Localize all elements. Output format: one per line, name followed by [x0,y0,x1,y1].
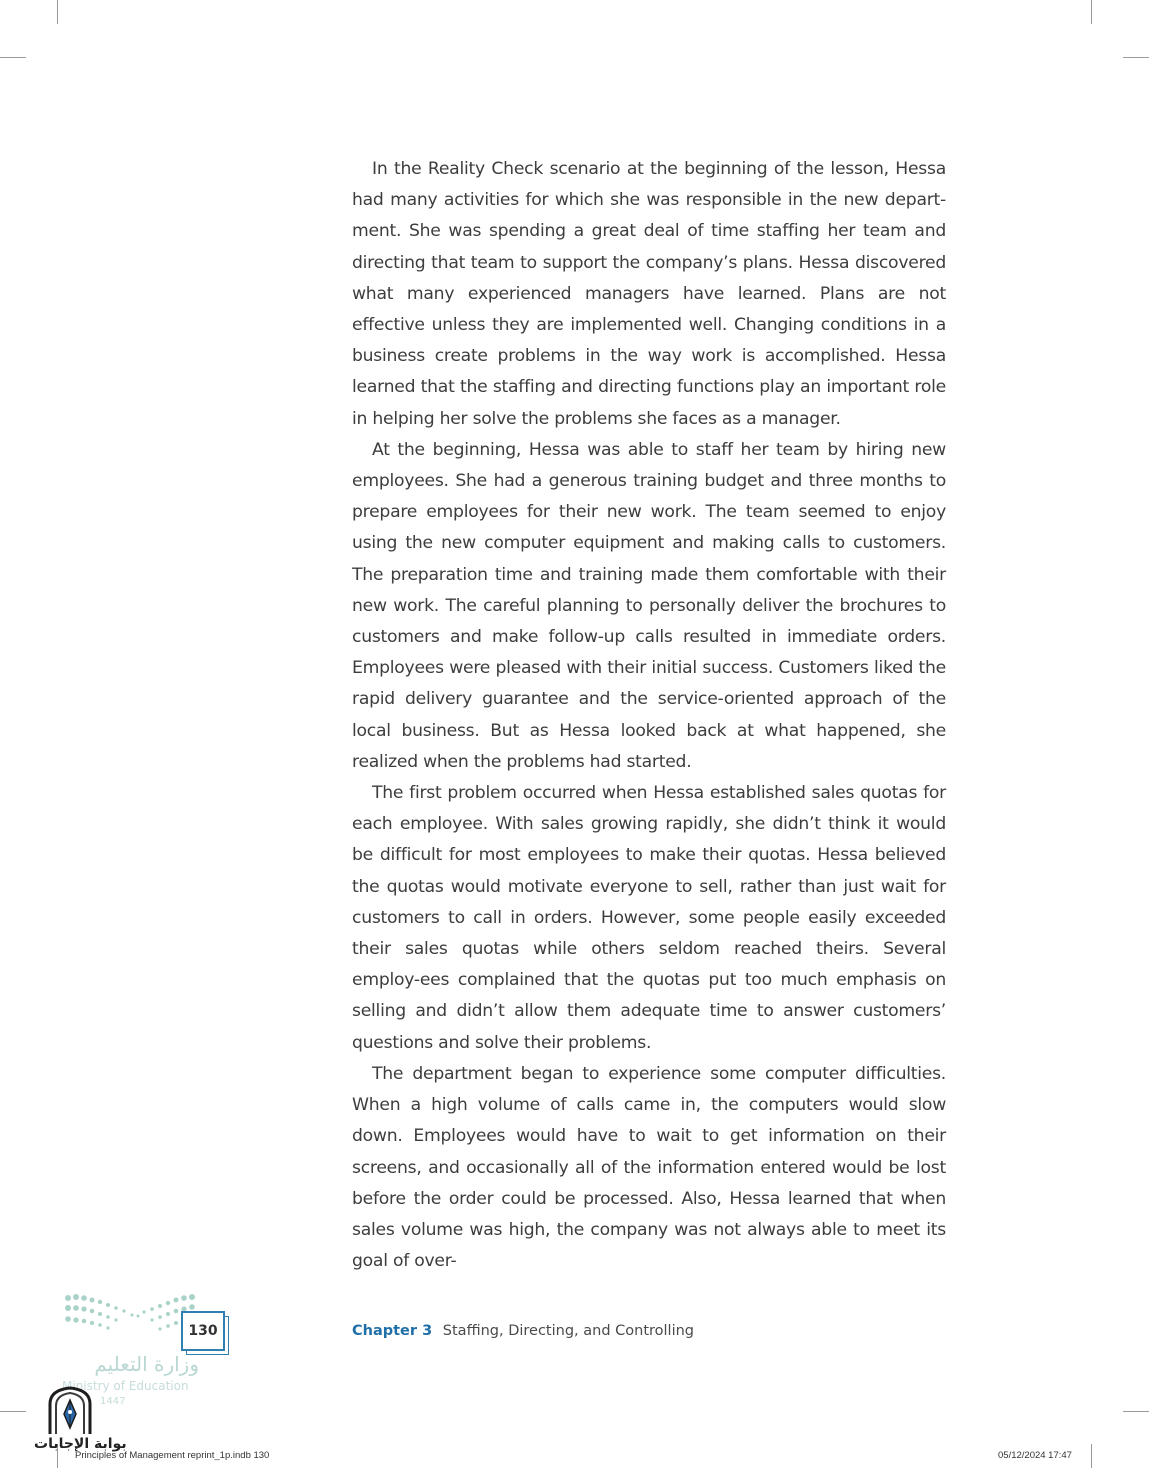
paragraph-3: The first problem occurred when Hessa established sales quotas for each employee. With sales growing rapidly, she didn’t think it would be difficult for most employees to make their quotas. Hessa believed the quotas would motivate everyone to sell, rather than just wait for customers to call in orders. However, some people easily exceeded their sales quotas while others seldom reached theirs. Several employ-ees complained that the quotas put too much emphasis on selling and didn’t allow them adequate time to answer customers’ questions and solve their problems. [352,783,946,1053]
chapter-footer [352,1323,694,1339]
ministry-year: 1447 [100,1396,126,1407]
paragraph-2: At the beginning, Hessa was able to staff her team by hiring new employees. She had a generous training budget and three months to prepare employees for their new work. The team seemed to enjoy using the new computer equipment and making calls to customers. The preparation time and training made them comfortable with their new work. The careful planning to personally deliver the brochures to customers and make follow-up calls resulted in immediate orders. Employees were pleased with their initial success. Customers liked the rapid delivery guarantee and the service-oriented approach of the local business. But as Hessa looked back at what happened, she realized when the problems had started. [352,439,946,772]
crop-mark [1091,1444,1092,1468]
paragraph-1: In the Reality Check scenario at the beginning of the lesson, Hessa had many activities for which she was responsible in the new depart-ment. She was spending a great deal of time staffing her team and directing that team to support the company’s plans. Hessa discovered what many experienced managers have learned. Plans are not effective unless they are implemented well. Changing conditions in a business create problems in the way work is accomplished. Hessa learned that the staffing and directing functions play an important role in helping her solve the problems she faces as a manager. [352,159,946,429]
print-slug-file: Principles of Management reprint_1p.indb 130 [75,1450,270,1461]
ministry-arabic-name: وزارة التعليم [94,1352,199,1376]
crop-mark [0,57,26,58]
crop-mark [0,1411,26,1412]
crop-mark [57,0,58,24]
portal-logo-icon [46,1386,94,1436]
paragraph-4: The department began to experience some computer difficulties. When a high volume of calls came in, the computers would slow down. Employees would have to wait to get information on their screens, and occasionally all of the information entered would be lost before the order could be processed. Also, Hessa learned that when sales volume was high, the company was not always able to meet its goal of over- [352,1063,946,1272]
body-text [352,154,946,1277]
crop-mark [1091,0,1092,24]
ministry-logo-icon [60,1290,200,1350]
crop-mark [1123,1411,1149,1412]
crop-mark [1123,57,1149,58]
ministry-english-name: Ministry of Education [62,1379,189,1393]
page-number: 130 [181,1311,225,1351]
chapter-label: Chapter 3 [352,1323,433,1339]
portal-name: بوابة الإجابات [34,1436,127,1452]
chapter-title: Staffing, Directing, and Controlling [442,1323,695,1339]
print-slug-datetime: 05/12/2024 17:47 [998,1450,1072,1461]
